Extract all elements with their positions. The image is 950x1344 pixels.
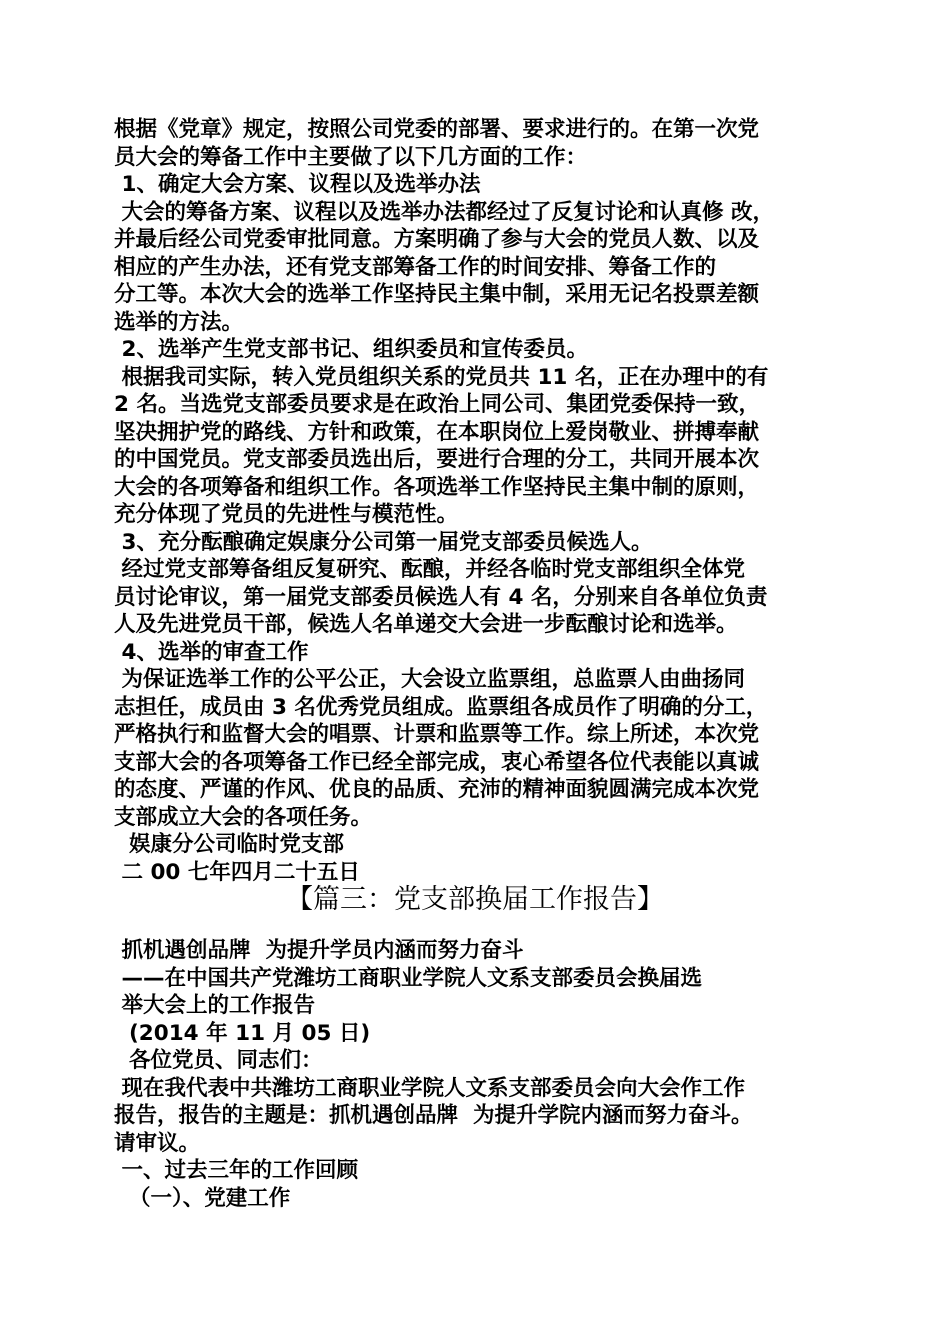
text-line: 的中国党员。党支部委员选出后，要进行合理的分工，共同开展本次: [114, 447, 760, 472]
text-line: 分工等。本次大会的选举工作坚持民主集中制，采用无记名投票差额: [114, 282, 760, 307]
text-line: 现在我代表中共潍坊工商职业学院人文系支部委员会向大会作工作: [114, 1075, 745, 1101]
salutation: 各位党员、同志们：: [114, 1048, 323, 1073]
text-line: 员大会的筹备工作中主要做了以下几方面的工作：: [114, 144, 588, 170]
text-line: 1、确定大会方案、议程以及选举办法: [114, 172, 481, 197]
body-text-part2: [114, 937, 844, 1212]
body-text-part1: [114, 116, 844, 886]
report-subtitle: ——在中国共产党潍坊工商职业学院人文系支部委员会换届选: [114, 965, 702, 991]
text-line: 2 名。当选党支部委员要求是在政治上同公司、集团党委保持一致，: [114, 392, 760, 417]
report-date: (2014 年 11 月 05 日): [114, 1020, 371, 1046]
heading-level2: （一）、党建工作: [114, 1185, 291, 1211]
heading-level1: 一、过去三年的工作回顾: [114, 1158, 358, 1183]
report-subtitle-cont: 举大会上的工作报告: [114, 993, 315, 1018]
text-line: 并最后经公司党委审批同意。方案明确了参与大会的党员人数、以及: [114, 227, 760, 252]
text-line: 相应的产生办法，还有党支部筹备工作的时间安排、筹备工作的: [114, 254, 717, 280]
text-line: 为保证选举工作的公平公正，大会设立监票组，总监票人由曲扬同: [114, 667, 745, 692]
section-title: 【篇三：党支部换届工作报告】: [286, 884, 664, 915]
report-title: 抓机遇创品牌 为提升学员内涵而努力奋斗: [114, 938, 524, 963]
signature-org: 娱康分公司临时党支部: [114, 832, 344, 857]
text-line: 报告，报告的主题是：抓机遇创品牌 为提升学院内涵而努力奋斗。: [114, 1103, 753, 1128]
text-line: 支部大会的各项筹备工作已经全部完成，衷心希望各位代表能以真诚: [114, 749, 760, 775]
text-line: 坚决拥护党的路线、方针和政策，在本职岗位上爱岗敬业、拼搏奉献: [114, 419, 760, 445]
text-line: 3、充分酝酿确定娱康分公司第一届党支部委员候选人。: [114, 529, 653, 555]
text-line: 4、选举的审查工作: [114, 639, 309, 665]
text-line: 大会的各项筹备和组织工作。各项选举工作坚持民主集中制的原则，: [114, 474, 760, 500]
text-line: 支部成立大会的各项任务。: [114, 804, 373, 830]
text-line: 根据《党章》规定，按照公司党委的部署、要求进行的。在第一次党: [114, 117, 760, 142]
text-line: 2、选举产生党支部书记、组织委员和宣传委员。: [114, 337, 588, 362]
text-line: 严格执行和监督大会的唱票、计票和监票等工作。综上所述，本次党: [114, 722, 760, 747]
text-line: 根据我司实际，转入党员组织关系的党员共 11 名，正在办理中的有: [114, 364, 769, 390]
text-line: 志担任，成员由 3 名优秀党员组成。监票组各成员作了明确的分工，: [114, 694, 768, 720]
text-line: 选举的方法。: [114, 309, 244, 335]
text-line: 的态度、严谨的作风、优良的品质、充沛的精神面貌圆满完成本次党: [114, 777, 760, 802]
text-line: 请审议。: [114, 1130, 201, 1156]
text-line: 人及先进党员干部，候选人名单递交大会进一步酝酿讨论和选举。: [114, 612, 738, 637]
text-line: 大会的筹备方案、议程以及选举办法都经过了反复讨论和认真修 改，: [114, 199, 774, 225]
signature-date: 二 00 七年四月二十五日: [114, 859, 360, 885]
text-line: 员讨论审议，第一届党支部委员候选人有 4 名，分别来自各单位负责: [114, 584, 768, 610]
text-line: 充分体现了党员的先进性与模范性。: [114, 502, 459, 527]
text-line: 经过党支部筹备组反复研究、酝酿，并经各临时党支部组织全体党: [114, 557, 745, 582]
